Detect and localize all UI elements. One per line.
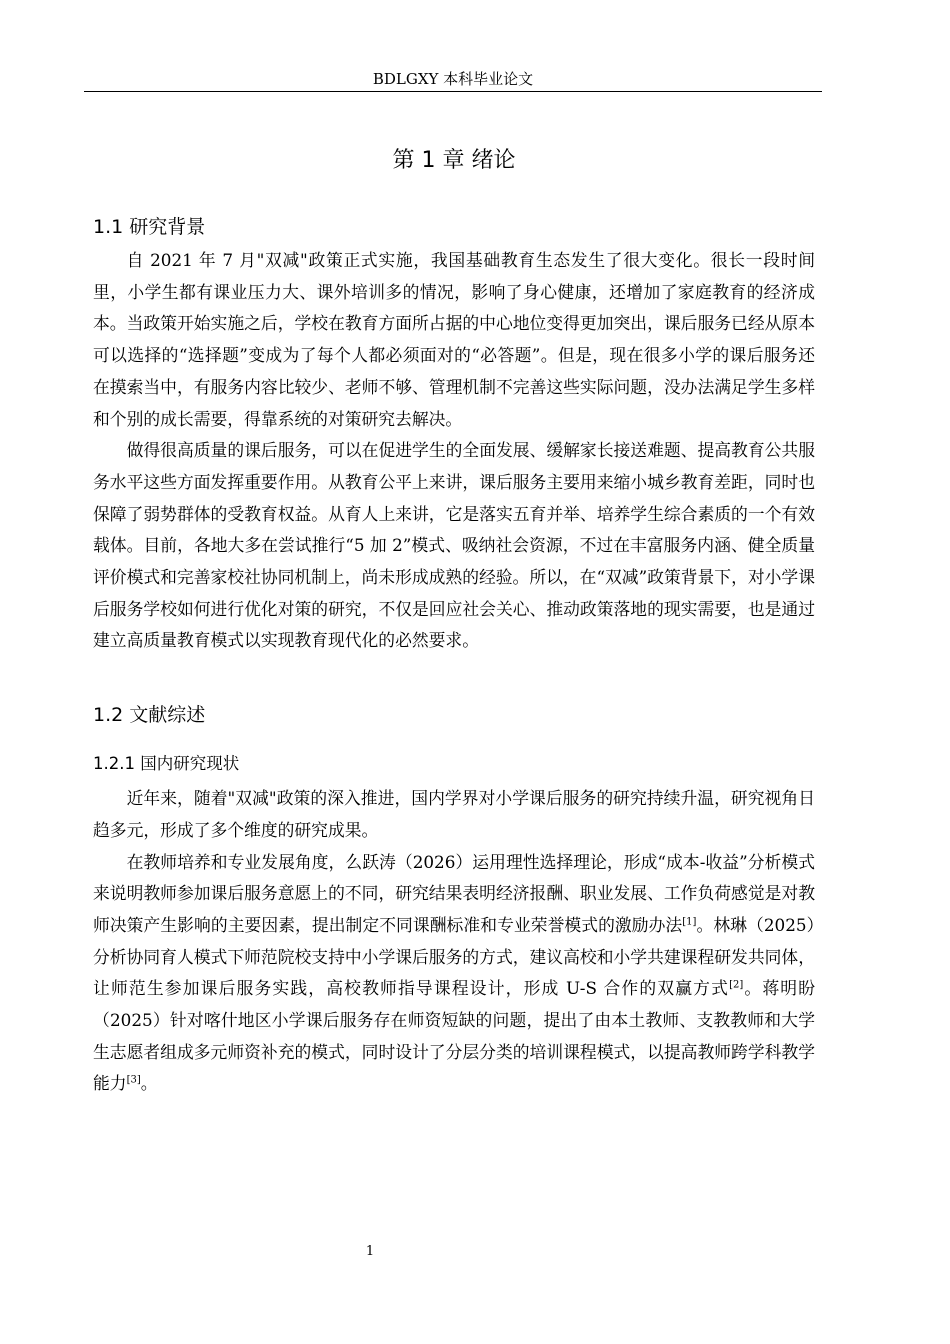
citation-1: [1] <box>682 916 697 928</box>
section-1-2-1-paragraph-2 <box>93 847 815 1101</box>
section-1-2-1-paragraph-1: 近年来，随着"双减"政策的深入推进，国内学界对小学课后服务的研究持续升温，研究视角日趋多元，形成了多个维度的研究成果。 <box>93 788 815 840</box>
section-1-1-title: 1.1 研究背景 <box>93 216 206 238</box>
paragraph-text: 。林琳（2025）分析协同育人模式下师范院校支持中小学课后服务的方式，建议高校和小学共建课程研发共同体，让师范生参加课后服务实践，高校教师指导课程设计，形成 U-S 合作的双赢方式 <box>93 914 816 999</box>
page-content <box>93 130 815 1100</box>
paragraph-text: 。蒋明盼（2025）针对喀什地区小学课后服务存在师资短缺的问题，提出了由本土教师、支教教师和大学生志愿者组成多元师资补充的模式，同时设计了分层分类的培训课程模式，以提高教师跨学科教学能力 <box>93 978 815 1094</box>
chapter-title: 第 1 章 绪论 <box>392 148 516 173</box>
header-rule <box>84 91 822 92</box>
page-number: 1 <box>365 1244 375 1259</box>
paragraph-text: 。 <box>140 1073 158 1094</box>
section-1-1-paragraph-1: 自 2021 年 7 月"双减"政策正式实施，我国基础教育生态发生了很大变化。很长一段时间里，小学生都有课业压力大、课外培训多的情况，影响了身心健康，还增加了家庭教育的经济成本。当政策开始实施之后，学校在教育方面所占据的中心地位变得更加突出，课后服务已经从原本可以选择的“选择题”变成为了每个人都必须面对的“必答题”。但是，现在很多小学的课后服务还在摸索当中，有服务内容比较少、老师不够、管理机制不完善这些实际问题，没办法满足学生多样和个别的成长需要，得靠系统的对策研究去解决。 <box>93 250 815 429</box>
running-header: BDLGXY 本科毕业论文 <box>372 70 534 88</box>
section-1-2-title: 1.2 文献综述 <box>93 704 206 727</box>
paragraph-text: 在教师培养和专业发展角度，么跃涛（2026）运用理性选择理论，形成“成本-收益”分析模式来说明教师参加课后服务意愿上的不同，研究结果表明经济报酬、职业发展、工作负荷感觉是对教师决策产生影响的主要因素，提出制定不同课酬标准和专业荣誉模式的激励办法 <box>93 851 815 935</box>
citation-2: [2] <box>729 979 744 991</box>
section-1-2-1-title: 1.2.1 国内研究现状 <box>93 754 240 774</box>
section-1-1-paragraph-2: 做得很高质量的课后服务，可以在促进学生的全面发展、缓解家长接送难题、提高教育公共服务水平这些方面发挥重要作用。从教育公平上来讲，课后服务主要用来缩小城乡教育差距，同时也保障了弱势群体的受教育权益。从育人上来讲，它是落实五育并举、培养学生综合素质的一个有效载体。目前，各地大多在尝试推行“5 加 2”模式、吸纳社会资源，不过在丰富服务内涵、健全质量评价模式和完善家校社协同机制上，尚未形成成熟的经验。所以，在“双减”政策背景下，对小学课后服务学校如何进行优化对策的研究，不仅是回应社会关心、推动政策落地的现实需要，也是通过建立高质量教育模式以实现教育现代化的必然要求。 <box>93 440 815 651</box>
citation-3: [3] <box>126 1074 141 1086</box>
